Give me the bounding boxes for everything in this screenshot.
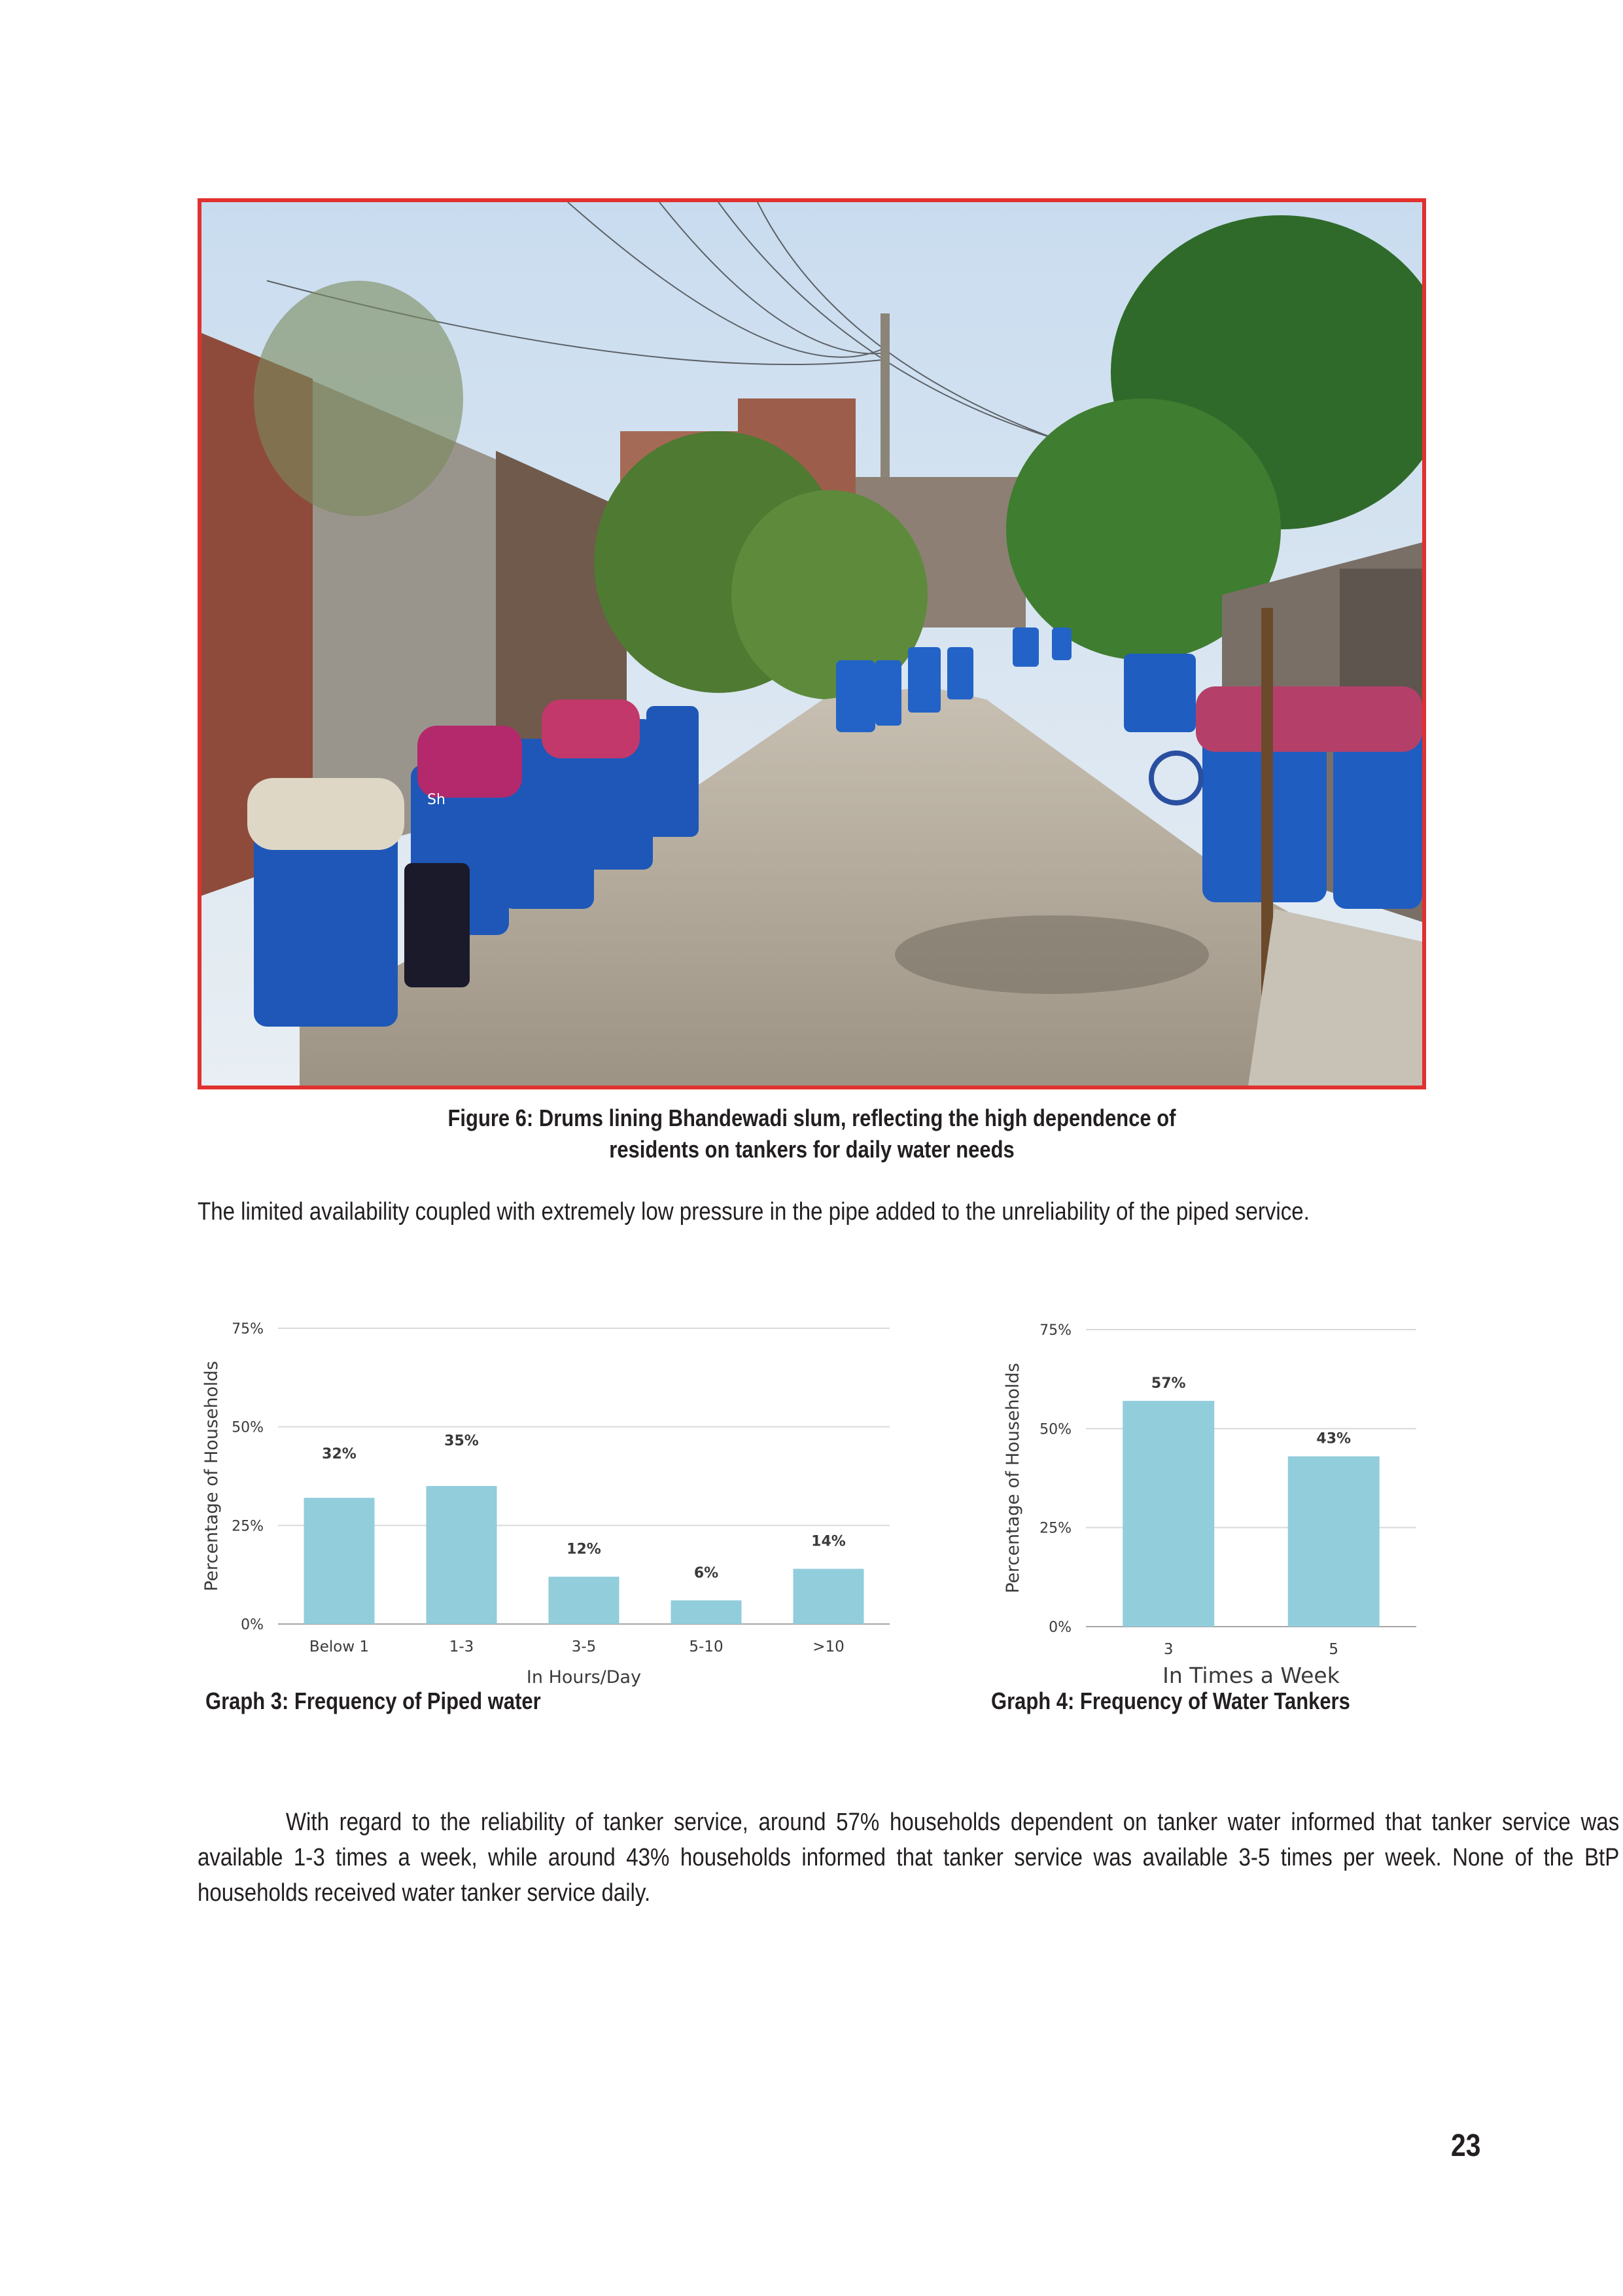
graph-4-category-label: 3 (1163, 1641, 1174, 1658)
figure-caption-line1: Figure 6: Drums lining Bhandewadi slum, reflecting the high dependence of (447, 1104, 1176, 1131)
graph-3-category-label: Below 1 (309, 1638, 370, 1655)
graph-4-data-label: 57% (1151, 1375, 1186, 1392)
graph-3-caption: Graph 3: Frequency of Piped water (205, 1687, 541, 1714)
graph-3-data-label: 14% (811, 1533, 846, 1550)
paragraph-2-text: With regard to the reliability of tanker service, around 57% households dependent on tanker water informed that tanker service was available 1-3 times a week, while around 43% households informed that tanker service was available 3-5 times per week. None of the BtP households received water tanker service daily. (198, 1809, 1620, 1907)
graph-3-data-label: 32% (322, 1446, 357, 1463)
graph-3-data-label: 35% (444, 1433, 479, 1450)
graph-4-ytick-label: 25% (1039, 1520, 1072, 1537)
graph-4-bar (1288, 1457, 1380, 1627)
graph-3-ytick-label: 25% (232, 1518, 264, 1535)
graph-4-ytick-label: 0% (1049, 1619, 1072, 1636)
paragraph-1: The limited availability coupled with extremely low pressure in the pipe added to the unreliability of the piped service. (198, 1198, 1310, 1226)
graph-3-svg (196, 1302, 903, 1688)
graph-4-data-label: 43% (1316, 1430, 1352, 1447)
graph-3-data-label: 6% (693, 1564, 719, 1581)
graph-3-y-axis-title: Percentage of Households (201, 1360, 222, 1592)
graph-3-x-axis-title: In Hours/Day (526, 1667, 642, 1687)
graph-3-category-label: 1-3 (449, 1638, 474, 1655)
graph-4-bar (1123, 1401, 1214, 1627)
graph-3-bar (304, 1498, 375, 1624)
graph-4-water-tankers-chart (998, 1302, 1416, 1688)
graph-4-ytick-label: 75% (1039, 1322, 1072, 1339)
graph-4-category-label: 5 (1329, 1641, 1339, 1658)
graph-3-bar (427, 1486, 497, 1624)
graph-3-bar (671, 1600, 742, 1624)
graph-3-bar (794, 1569, 864, 1624)
graph-3-bar (549, 1577, 620, 1624)
figure-caption-line2: residents on tankers for daily water needs (609, 1136, 1015, 1163)
graph-4-y-axis-title: Percentage of Households (1003, 1362, 1023, 1594)
page-number: 23 (1451, 2128, 1481, 2163)
graph-3-category-label: >10 (812, 1638, 845, 1655)
graph-3-ytick-label: 75% (232, 1321, 264, 1337)
graph-4-x-axis-title: In Times a Week (1162, 1663, 1340, 1688)
drum-label: Sh (427, 792, 445, 808)
graph-3-category-label: 3-5 (571, 1638, 597, 1655)
slum-street-photo (201, 202, 1422, 1086)
graph-4-ytick-label: 50% (1039, 1421, 1072, 1438)
graph-3-ytick-label: 50% (232, 1419, 264, 1436)
graph-3-category-label: 5-10 (689, 1638, 724, 1655)
graph-4-caption: Graph 4: Frequency of Water Tankers (991, 1687, 1350, 1714)
graph-3-ytick-label: 0% (241, 1617, 264, 1633)
figure-photo (198, 198, 1426, 1089)
graph-4-svg (998, 1302, 1416, 1688)
paragraph-2 (198, 1805, 1619, 1911)
graph-3-data-label: 12% (567, 1541, 601, 1558)
graph-3-piped-water-chart (196, 1302, 903, 1688)
